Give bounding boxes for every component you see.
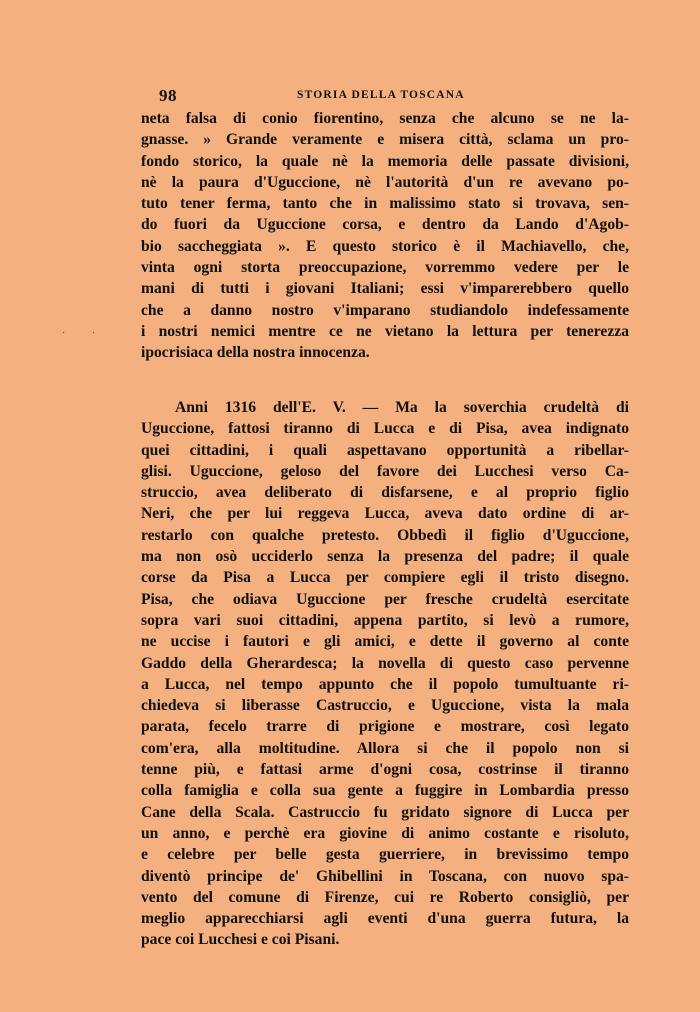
text-line: struccio, avea deliberato di disfarsene, e al proprio figlio [141, 484, 629, 502]
text-line: glisi. Uguccione, geloso del favore dei Lucchesi verso Ca- [141, 462, 629, 480]
text-line: chiedeva si liberasse Castruccio, e Uguccione, vista la mala [141, 697, 629, 715]
text-line: nè la paura d'Uguccione, nè l'autorità d'un re avevano po- [141, 173, 629, 191]
text-line: sopra vari suoi cittadini, appena partito, si levò a rumore, [141, 611, 629, 629]
margin-specks: · · [62, 328, 108, 339]
text-line: a Lucca, nel tempo appunto che il popolo tumultuante ri- [141, 675, 629, 693]
text-line: e celebre per belle gesta guerriere, in brevissimo tempo [141, 846, 629, 864]
text-line: i nostri nemici mentre ce ne vietano la lettura per tenerezza [141, 322, 629, 340]
text-line: com'era, alla moltitudine. Allora si che il popolo non si [141, 739, 629, 757]
text-line: ma non osò ucciderlo senza la presenza del padre; il quale [141, 548, 629, 566]
text-line: tuto tener ferma, tanto che in malissimo stato si trovava, sen- [141, 195, 629, 213]
text-line: diventò principe de' Ghibellini in Toscana, con nuovo spa- [141, 867, 629, 885]
text-line: un anno, e perchè era giovine di animo costante e risoluto, [141, 824, 629, 842]
text-line: Anni 1316 dell'E. V. — Ma la soverchia crudeltà di [175, 399, 629, 416]
text-line: mani di tutti i giovani Italiani; essi v'imparerebbero quello [141, 280, 629, 298]
text-line: parata, fecelo trarre di prigione e mostrare, così legato [141, 718, 629, 736]
text-line: tenne più, e fattasi arme d'ogni cosa, costrinse il tiranno [141, 761, 629, 779]
text-line: bio saccheggiata ». E questo storico è il Machiavello, che, [141, 237, 629, 255]
text-line: Cane della Scala. Castruccio fu gridato signore di Lucca per [141, 803, 629, 821]
text-line: che a danno nostro v'imparano studiandolo indefessamente [141, 301, 629, 319]
running-header [157, 86, 577, 106]
text-line: neta falsa di conio fiorentino, senza che alcuno se ne la- [141, 110, 629, 127]
text-line: quei cittadini, i quali aspettavano opportunità a ribellar- [141, 441, 629, 459]
text-line: vinta ogni storta preoccupazione, vorremmo vedere per le [141, 259, 629, 277]
text-line: gnasse. » Grande veramente e misera città, sclama un pro- [141, 131, 629, 149]
page-number: 98 [159, 86, 177, 105]
paragraph-continued [141, 108, 629, 364]
text-line: pace coi Lucchesi e coi Pisani. [141, 931, 340, 949]
text-line: Neri, che per lui reggeva Lucca, aveva dato ordine di ar- [141, 505, 629, 523]
text-line: meglio apparecchiarsi agli eventi d'una guerra futura, la [141, 910, 629, 928]
text-line: Pisa, che odiava Uguccione per fresche crudeltà esercitate [141, 590, 629, 608]
text-line: vento del comune di Firenze, cui re Roberto consigliò, per [141, 888, 629, 906]
text-line: fondo storico, la quale nè la memoria delle passate divisioni, [141, 152, 629, 170]
text-line: restarlo con qualche pretesto. Obbedì il figlio d'Uguccione, [141, 526, 629, 544]
running-title: STORIA DELLA TOSCANA [297, 89, 465, 101]
text-line: corse da Pisa a Lucca per compiere egli il tristo disegno. [141, 569, 629, 587]
text-line: ipocrisiaca della nostra innocenza. [141, 344, 370, 362]
text-line: ne uccise i fautori e gli amici, e dette il governo al conte [141, 633, 629, 651]
text-line: Gaddo della Gherardesca; la novella di questo caso pervenne [141, 654, 629, 672]
text-line: colla famiglia e colla sua gente a fuggire in Lombardia presso [141, 782, 629, 800]
text-line: do fuori da Uguccione corsa, e dentro da Lando d'Agob- [141, 216, 629, 234]
paragraph-anni-1316 [141, 397, 629, 951]
text-line: Uguccione, fattosi tiranno di Lucca e di Pisa, avea indignato [141, 420, 629, 438]
